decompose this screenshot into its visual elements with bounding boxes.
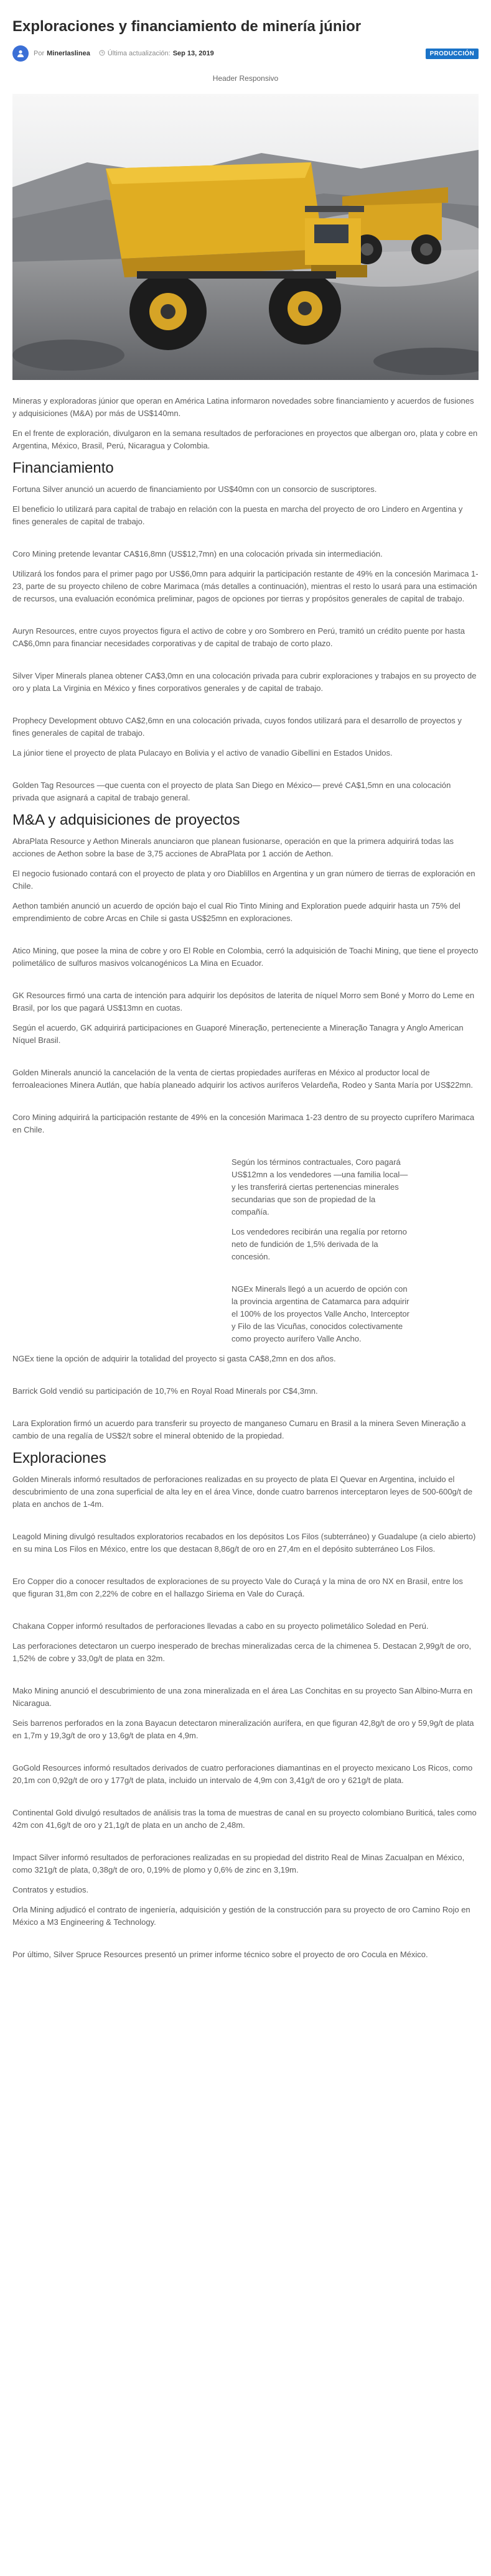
paragraph: Golden Minerals informó resultados de perforaciones realizadas en su proyecto de plata El Quevar en Argentina, incluido el descubrimiento de una zona superficial de alta ley en el área Vince, donde cuatro barrenos interceptaron leyes de 500-600g/t de plata en anchos de 1-4m. [12, 1475, 473, 1509]
paragraph: Ero Copper dio a conocer resultados de exploraciones de su proyecto Vale do Curaçá y la mina de oro NX en Brasil, entre los que figuran 31,8m con 2,22% de cobre en el hallazgo Siriema en Vale do Curaçá. [12, 1577, 463, 1598]
article-meta [12, 43, 479, 64]
paragraph: Continental Gold divulgó resultados de análisis tras la toma de muestras de canal en su proyecto colombiano Buriticá, tales como 42m con 41,6g/t de oro y 21,1g/t de plata en un ancho de 2,48m. [12, 1808, 477, 1830]
header-placeholder: Header Responsivo [212, 74, 279, 83]
publish-date: Sep 13, 2019 [172, 50, 214, 57]
intro-paragraph: Mineras y exploradoras júnior que operan en América Latina informaron novedades sobre financiamiento y acuerdos de fusiones y adquisiciones (M&A) por más de US$140mn. [12, 396, 474, 418]
paragraph: El negocio fusionado contará con el proyecto de plata y oro Diablillos en Argentina y un gran número de tierras de exploración en Chile. [12, 869, 475, 891]
paragraph: Coro Mining adquirirá la participación restante de 49% en la concesión Marimaca 1-23 dentro de su proyecto cuprífero Marimaca en Chile. [12, 1113, 475, 1134]
clock-icon [99, 50, 105, 58]
section-exploraciones [12, 1450, 479, 1961]
author-avatar[interactable] [12, 45, 29, 62]
hero-image [12, 94, 479, 380]
intro [12, 395, 479, 452]
paragraph: Por último, Silver Spruce Resources presentó un primer informe técnico sobre el proyecto de oro Cocula en México. [12, 1950, 428, 1959]
category-badge[interactable]: PRODUCCIÓN [426, 49, 479, 59]
mining-truck-illustration [12, 94, 479, 380]
paragraph: Coro Mining pretende levantar CA$16,8mn (US$12,7mn) en una colocación privada sin intermediación. [12, 549, 383, 558]
paragraph: La júnior tiene el proyecto de plata Pulacayo en Bolivia y el activo de vanadio Gibellini en Estados Unidos. [12, 748, 393, 758]
intro-paragraph: En el frente de exploración, divulgaron en la semana resultados de perforaciones en proyectos que albergan oro, plata y cobre en Argentina, México, Brasil, Perú, Nicaragua y Colombia. [12, 429, 478, 450]
section-heading: Financiamiento [12, 460, 114, 476]
paragraph: Atico Mining, que posee la mina de cobre y oro El Roble en Colombia, cerró la adquisición de Toachi Mining, que tiene el proyecto polimetálico de sulfuros masivos volcanogénicos La Mina en Ecuador. [12, 946, 479, 968]
paragraph: Aethon también anunció un acuerdo de opción bajo el cual Rio Tinto Mining and Exploration puede adquirir hasta un 75% del emprendimiento de cobre Arcas en Chile si gasta US$25mn en exploraciones. [12, 901, 461, 923]
section-ma [12, 812, 479, 1442]
paragraph: Según el acuerdo, GK adquirirá participaciones en Guaporé Mineração, perteneciente a Mineração Tanagra y Anglo American Níquel Brasil. [12, 1023, 464, 1045]
paragraph: Los vendedores recibirán una regalía por retorno neto de fundición de 1,5% derivada de la concesión. [231, 1227, 407, 1261]
paragraph: El beneficio lo utilizará para capital de trabajo en relación con la puesta en marcha del proyecto de oro Lindero en Argentina y fines generales de capital de trabajo. [12, 504, 463, 526]
paragraph: Lara Exploration firmó un acuerdo para transferir su proyecto de manganeso Cumaru en Brasil a la minera Seven Mineração a cambio de una regalía de US$2/t sobre el mineral obtenido de la propiedad. [12, 1419, 466, 1440]
paragraph: Golden Minerals anunció la cancelación de la venta de ciertas propiedades auríferas en México al productor local de ferroaleaciones Minera Autlán, que había planeado adquirir los activos auríferos Velardeña, Rodeo y Santa María por US$22mn. [12, 1068, 474, 1090]
paragraph: Contratos y estudios. [12, 1885, 89, 1894]
inset-column [231, 1156, 412, 1345]
paragraph: Impact Silver informó resultados de perforaciones realizadas en su propiedad del distrito Real de Minas Zacualpan en México, como 321g/t de plata, 0,38g/t de oro, 0,19% de plomo y 0,6% de zinc en 3,19m. [12, 1853, 465, 1874]
paragraph: Golden Tag Resources —que cuenta con el proyecto de plata San Diego en México— prevé CA$1,5mn en una colocación privada que asignará a capital de trabajo general. [12, 781, 451, 802]
paragraph: GK Resources firmó una carta de intención para adquirir los depósitos de laterita de níquel Morro sem Boné y Morro do Leme en Brasil, por los que pagará US$13mn en cuotas. [12, 991, 475, 1012]
paragraph: NGEx Minerals llegó a un acuerdo de opción con la provincia argentina de Catamarca para adquirir el 100% de los proyectos Valle Ancho, Interceptor y Filo de las Vicuñas, conocidos colectivamente como proyecto aurífero Valle Ancho. [231, 1284, 409, 1343]
paragraph: Leagold Mining divulgó resultados exploratorios recabados en los depósitos Los Filos (subterráneo) y Guadalupe (a cielo abierto) en su mina Los Filos en México, entre los que destacan 8,86g/t de oro en 27,4m en el depósito subterráneo Los Filos. [12, 1532, 476, 1554]
paragraph: AbraPlata Resource y Aethon Minerals anunciaron que planean fusionarse, operación en que la primera adquirirá todas las acciones de Aethon sobre la base de 3,75 acciones de AbraPlata por 1 acción de Aethon. [12, 836, 454, 858]
paragraph: Según los términos contractuales, Coro pagará US$12mn a los vendedores —una familia local— y les transferirá ciertas pertenencias minerales secundarias que son de propiedad de la compañía. [231, 1157, 408, 1216]
by-label: Por [34, 50, 45, 57]
paragraph: Auryn Resources, entre cuyos proyectos figura el activo de cobre y oro Sombrero en Perú, tramitó un crédito puente por hasta CA$6,0mn para financiar necesidades corporativas y de capital de trabajo de corto plazo. [12, 626, 465, 648]
section-heading: Exploraciones [12, 1450, 106, 1466]
author-link[interactable]: MinerIaslinea [47, 50, 90, 57]
section-heading: M&A y adquisiciones de proyectos [12, 812, 240, 828]
paragraph: Chakana Copper informó resultados de perforaciones llevadas a cabo en su proyecto polimetálico Soledad en Perú. [12, 1621, 429, 1631]
updated-label: Última actualización: [107, 50, 171, 57]
paragraph: NGEx tiene la opción de adquirir la totalidad del proyecto si gasta CA$8,2mn en dos años. [12, 1354, 336, 1363]
article [0, 16, 491, 1961]
paragraph: Silver Viper Minerals planea obtener CA$3,0mn en una colocación privada para cubrir exploraciones y trabajos en su proyecto de oro y plata La Virginia en México y fines corporativos generales y de capital de trabajo. [12, 671, 477, 693]
paragraph: Mako Mining anunció el descubrimiento de una zona mineralizada en el área Las Conchitas en su proyecto San Albino-Murra en Nicaragua. [12, 1686, 473, 1708]
paragraph: Seis barrenos perforados en la zona Bayacun detectaron mineralización aurífera, en que figuran 42,8g/t de oro y 59,9g/t de plata en 1,7m y 19,3g/t de oro y 13,6g/t de plata en 4,9m. [12, 1718, 474, 1740]
user-icon [16, 49, 25, 58]
paragraph: Prophecy Development obtuvo CA$2,6mn en una colocación privada, cuyos fondos utilizará para el desarrollo de proyectos y fines generales de capital de trabajo. [12, 716, 462, 738]
section-financiamiento [12, 460, 479, 804]
paragraph: Las perforaciones detectaron un cuerpo inesperado de brechas mineralizadas cerca de la chimenea 5. Destacan 2,99g/t de oro, 1,52% de cobre y 33,0g/t de plata en 32m. [12, 1641, 472, 1663]
paragraph: Fortuna Silver anunció un acuerdo de financiamiento por US$40mn con un consorcio de suscriptores. [12, 484, 377, 494]
paragraph: Orla Mining adjudicó el contrato de ingeniería, adquisición y gestión de la construcción para su proyecto de oro Camino Rojo en México a M3 Engineering & Technology. [12, 1905, 470, 1927]
paragraph: Barrick Gold vendió su participación de 10,7% en Royal Road Minerals por C$4,3mn. [12, 1386, 318, 1396]
paragraph: GoGold Resources informó resultados derivados de cuatro perforaciones diamantinas en el proyecto mexicano Los Ricos, como 20,1m con 0,92g/t de oro y 177g/t de plata, incluido un intervalo de 4,9m con 3,41g/t de oro y 621g/t de plata. [12, 1763, 473, 1785]
paragraph: Utilizará los fondos para el primer pago por US$6,0mn para adquirir la participación restante de 49% en la concesión Marimaca 1-23, parte de su proyecto chileno de cobre Marimaca (más detalles a continuación), mientras el resto lo usará para una estimación de recursos, una evaluación económica preliminar, pagos de opciones por tierras y propósitos generales de capital de trabajo. [12, 569, 479, 603]
page-title: Exploraciones y financiamiento de minería júnior [12, 18, 362, 35]
